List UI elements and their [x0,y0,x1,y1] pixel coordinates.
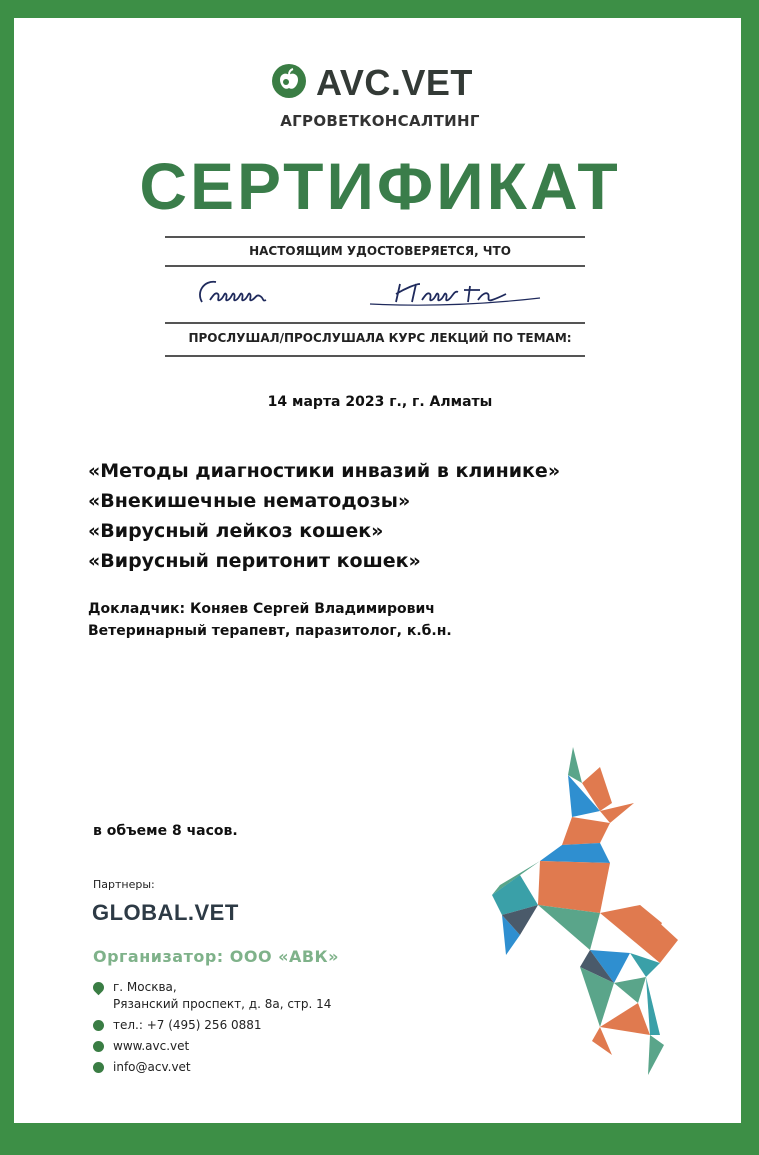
divider [165,236,585,238]
email-link[interactable]: info@acv.vet [113,1060,191,1074]
address-line-2: Рязанский проспект, д. 8а, стр. 14 [113,997,332,1011]
listened-text: ПРОСЛУШАЛ/ПРОСЛУШАЛА КУРС ЛЕКЦИЙ ПО ТЕМАМ: [188,331,572,345]
speaker-block [88,598,648,642]
frame-top [0,0,759,18]
phone-icon [93,1020,104,1031]
divider [165,265,585,267]
course-hours: в объеме 8 часов. [93,823,238,839]
certificate-title: СЕРТИФИКАТ [139,149,621,223]
certifies-text: НАСТОЯЩИМ УДОСТОВЕРЯЕТСЯ, ЧТО [249,244,511,258]
recipient-signature [180,272,580,316]
frame-right [741,0,759,1155]
date-place: 14 марта 2023 г., г. Алматы [267,394,493,410]
frame-bottom [0,1123,759,1155]
partners-label: Партнеры: [93,878,155,891]
phone-text: тел.: +7 (495) 256 0881 [113,1018,262,1032]
topic-item: «Внекишечные нематодозы» [88,490,411,512]
apple-logo-icon [272,64,306,98]
brand-logo [272,62,492,102]
speaker-name: Докладчик: Коняев Сергей Владимирович [88,601,435,617]
origami-dog-icon [450,745,700,1075]
globe-icon [93,1041,104,1052]
brand-name: AVC.VET [316,62,473,103]
divider [165,355,585,357]
frame-left [0,0,14,1155]
mail-icon [93,1062,104,1073]
topic-item: «Вирусный перитонит кошек» [88,550,421,572]
brand-subtitle: АГРОВЕТКОНСАЛТИНГ [280,112,480,130]
speaker-title: Ветеринарный терапевт, паразитолог, к.б.н. [88,623,452,639]
website-link[interactable]: www.avc.vet [113,1039,190,1053]
address-line-1: г. Москва, [113,980,177,994]
topics-list [88,456,648,576]
partner-name: GLOBAL.VET [92,900,239,925]
topic-item: «Вирусный лейкоз кошек» [88,520,384,542]
organizer-name: Организатор: ООО «АВК» [93,947,339,966]
topic-item: «Методы диагностики инвазий в клинике» [88,460,561,482]
divider [165,322,585,324]
